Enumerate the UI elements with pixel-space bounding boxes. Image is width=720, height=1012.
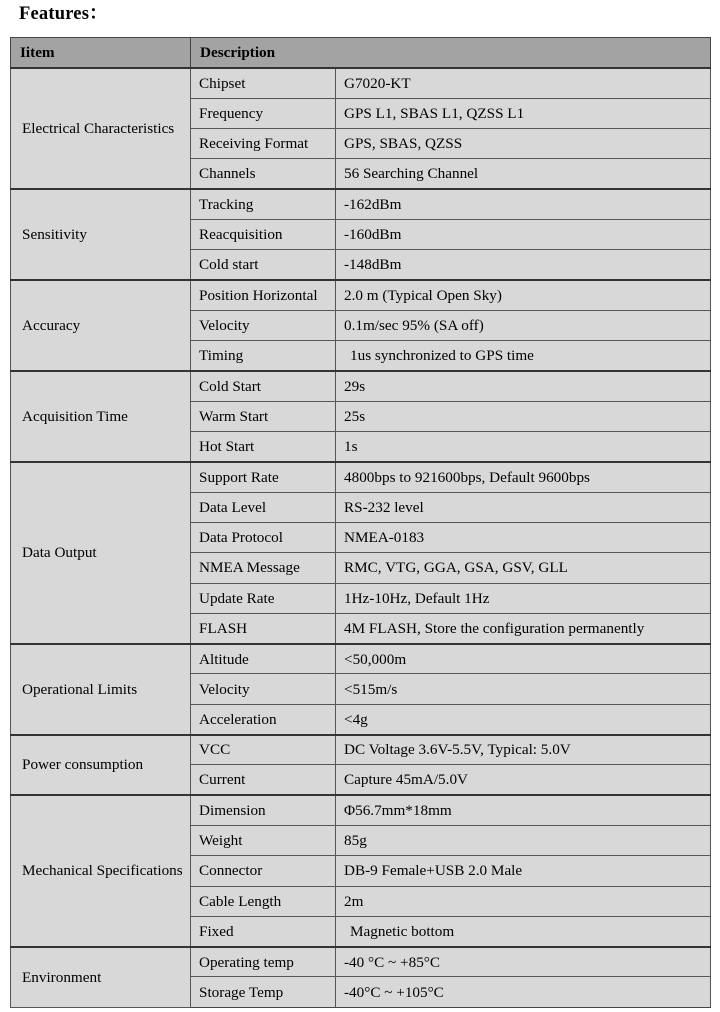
parameter-name-text: Reacquisition [199,226,283,244]
parameter-value-text: NMEA-0183 [344,529,425,547]
parameter-value-cell [336,977,711,1007]
parameter-value-text: Capture 45mA/5.0V [344,771,469,789]
parameter-name-cell [191,613,336,643]
parameter-name-text: Support Rate [199,468,279,486]
parameter-value-cell [336,583,711,613]
parameter-name-text: FLASH [199,619,248,637]
parameter-name-text: Cold start [199,256,259,274]
parameter-name-text: Data Level [199,498,267,516]
parameter-name-cell [191,886,336,916]
parameter-value-cell [336,280,711,310]
parameter-value-cell [336,674,711,704]
parameter-value-cell [336,613,711,643]
parameter-value-text: DB-9 Female+USB 2.0 Male [344,862,523,880]
parameter-name-cell [191,98,336,128]
parameter-value-cell [336,522,711,552]
parameter-value-text: 1s [344,437,358,455]
parameter-name-text: Storage Temp [199,983,284,1001]
parameter-value-cell [336,492,711,522]
parameter-name-text: Dimension [199,802,266,820]
parameter-name-cell [191,644,336,674]
parameter-name-text: Update Rate [199,589,275,607]
parameter-value-cell [336,189,711,219]
parameter-name-cell [191,735,336,765]
parameter-value-cell [336,310,711,340]
parameter-value-cell [336,68,711,98]
table-row [11,371,711,401]
row-group-label-text: Acquisition Time [22,407,128,425]
parameter-name-cell [191,341,336,371]
row-group-label [11,462,191,644]
parameter-value-cell [336,219,711,249]
row-group-label [11,371,191,462]
parameter-value-text: DC Voltage 3.6V-5.5V, Typical: 5.0V [344,741,571,759]
parameter-name-cell [191,583,336,613]
parameter-name-text: Altitude [199,650,249,668]
parameter-name-text: Data Protocol [199,529,283,547]
row-group-label-text: Environment [22,968,102,986]
parameter-value-text: GPS L1, SBAS L1, QZSS L1 [344,104,525,122]
parameter-name-cell [191,825,336,855]
parameter-name-text: Connector [199,862,263,880]
parameter-value-cell [336,644,711,674]
table-row [11,644,711,674]
row-group-label-text: Power consumption [22,756,144,774]
row-group-label-text: Sensitivity [22,226,87,244]
parameter-value-text: 2m [344,892,364,910]
parameter-value-cell [336,704,711,734]
parameter-name-text: Timing [199,347,244,365]
parameter-value-text: 1Hz-10Hz, Default 1Hz [344,589,490,607]
parameter-name-cell [191,371,336,401]
parameter-value-text: RS-232 level [344,498,424,516]
parameter-name-cell [191,856,336,886]
parameter-value-cell [336,462,711,492]
parameter-name-text: Channels [199,165,256,183]
parameter-value-cell [336,856,711,886]
parameter-value-text: -40°C ~ +105°C [344,983,444,1001]
parameter-value-text: <50,000m [344,650,407,668]
parameter-value-text: 29s [344,377,366,395]
parameter-value-cell [336,401,711,431]
parameter-name-cell [191,219,336,249]
parameter-value-cell [336,765,711,795]
table-row [11,947,711,977]
parameter-name-cell [191,250,336,280]
parameter-value-text: RMC, VTG, GGA, GSA, GSV, GLL [344,559,568,577]
parameter-value-cell [336,825,711,855]
parameter-name-text: Warm Start [199,407,269,425]
parameter-name-text: Chipset [199,74,246,92]
row-group-label [11,735,191,796]
parameter-name-cell [191,947,336,977]
parameter-value-cell [336,916,711,946]
row-group-label [11,644,191,735]
row-group-label-text: Mechanical Specifications [22,862,183,880]
parameter-name-cell [191,129,336,159]
row-group-label-text: Operational Limits [22,680,138,698]
table-body [11,68,711,1007]
table-row [11,735,711,765]
parameter-value-text: 56 Searching Channel [344,165,479,183]
parameter-name-cell [191,462,336,492]
parameter-value-cell [336,341,711,371]
parameter-value-cell [336,886,711,916]
parameter-name-cell [191,916,336,946]
table-header-row [11,38,711,69]
parameter-value-text: 1us synchronized to GPS time [350,347,534,365]
row-group-label [11,280,191,371]
parameter-value-text: Φ56.7mm*18mm [344,802,452,820]
row-group-label [11,795,191,946]
row-group-label-text: Accuracy [22,317,81,335]
features-specification-table [10,37,711,1008]
parameter-value-cell [336,250,711,280]
row-group-label-text: Electrical Characteristics [22,120,175,138]
parameter-value-text: 25s [344,407,366,425]
parameter-name-text: Fixed [199,922,234,940]
parameter-name-cell [191,310,336,340]
parameter-value-text: 4800bps to 921600bps, Default 9600bps [344,468,590,486]
parameter-name-cell [191,492,336,522]
row-group-label [11,189,191,280]
parameter-name-text: Current [199,771,246,789]
parameter-value-text: <4g [344,710,368,728]
parameter-value-cell [336,129,711,159]
parameter-name-text: Weight [199,832,243,850]
parameter-value-text: 85g [344,832,367,850]
column-header-item-label: Iitem [20,44,55,61]
parameter-value-cell [336,159,711,189]
parameter-name-text: Velocity [199,680,250,698]
parameter-name-text: VCC [199,741,231,759]
row-group-label [11,68,191,189]
parameter-value-cell [336,795,711,825]
column-header-item [11,38,191,69]
parameter-name-text: Tracking [199,196,254,214]
parameter-name-cell [191,977,336,1007]
table-row [11,280,711,310]
parameter-value-cell [336,735,711,765]
parameter-name-cell [191,432,336,462]
row-group-label-text: Data Output [22,544,97,562]
parameter-name-text: Acceleration [199,710,277,728]
column-header-description [191,38,711,69]
parameter-value-text: 0.1m/sec 95% (SA off) [344,317,484,335]
page-title: Features： [19,4,108,24]
table-row [11,68,711,98]
parameter-name-cell [191,674,336,704]
column-header-description-label: Description [200,44,276,61]
parameter-name-text: Position Horizontal [199,286,318,304]
parameter-name-cell [191,68,336,98]
parameter-value-text: -162dBm [344,196,402,214]
parameter-name-cell [191,159,336,189]
parameter-value-cell [336,371,711,401]
parameter-name-text: Frequency [199,104,264,122]
parameter-value-text: 2.0 m (Typical Open Sky) [344,286,502,304]
parameter-value-text: -40 °C ~ +85°C [344,953,441,971]
parameter-name-cell [191,522,336,552]
parameter-name-cell [191,401,336,431]
parameter-value-cell [336,98,711,128]
parameter-value-text: -148dBm [344,256,402,274]
parameter-value-cell [336,553,711,583]
table-row [11,462,711,492]
parameter-value-text: -160dBm [344,226,402,244]
parameter-value-text: Magnetic bottom [350,922,455,940]
parameter-name-text: Velocity [199,317,250,335]
table-header [11,38,711,69]
parameter-value-text: 4M FLASH, Store the configuration permanently [344,619,645,637]
parameter-value-cell [336,947,711,977]
row-group-label [11,947,191,1008]
parameter-value-text: GPS, SBAS, QZSS [344,135,463,153]
parameter-value-cell [336,432,711,462]
parameter-name-cell [191,189,336,219]
parameter-value-text: <515m/s [344,680,398,698]
parameter-name-text: Hot Start [199,437,255,455]
parameter-name-text: Cable Length [199,892,282,910]
parameter-name-text: NMEA Message [199,559,300,577]
parameter-name-text: Cold Start [199,377,262,395]
parameter-name-cell [191,704,336,734]
parameter-name-text: Operating temp [199,953,294,971]
parameter-name-cell [191,765,336,795]
table-row [11,189,711,219]
parameter-value-text: G7020-KT [344,74,411,92]
parameter-name-cell [191,553,336,583]
table-row [11,795,711,825]
parameter-name-text: Receiving Format [199,135,309,153]
parameter-name-cell [191,795,336,825]
parameter-name-cell [191,280,336,310]
